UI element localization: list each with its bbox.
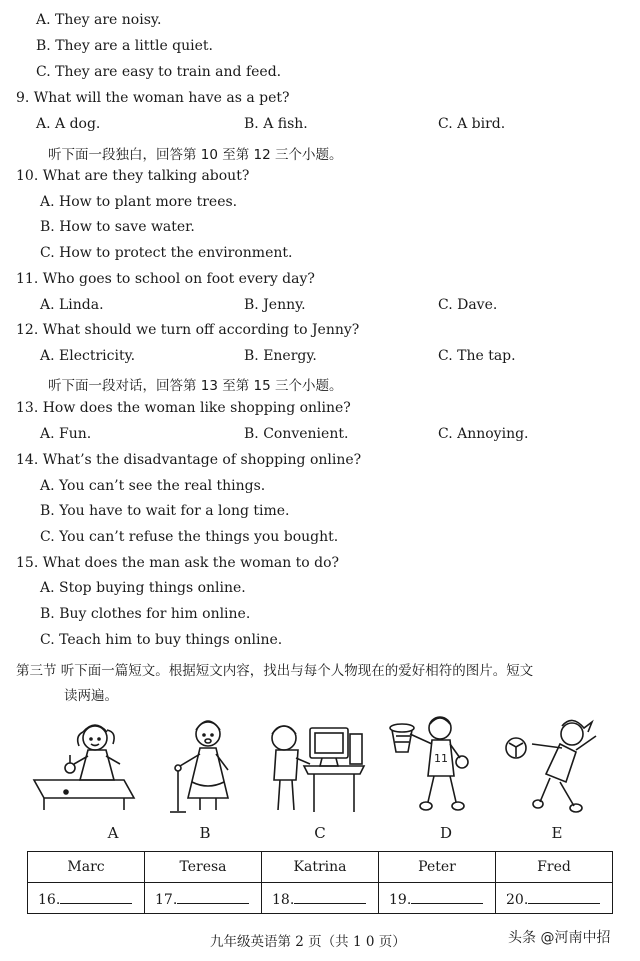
q15-option-c: C. Teach him to buy things online.	[40, 632, 283, 648]
picture-a-girl-gardening	[30, 708, 140, 818]
q15-option-a: A. Stop buying things online.	[40, 580, 246, 596]
picture-label-d: D	[439, 824, 453, 842]
picture-e-boy-soccer	[500, 708, 610, 818]
picture-label-c: C	[314, 824, 326, 842]
q11-option-c: C. Dave.	[438, 297, 498, 313]
section-3-heading: 第三节 听下面一篇短文。根据短文内容，找出与每个人物现在的爱好相符的图片。短文	[16, 663, 534, 679]
q10-question: 10. What are they talking about?	[16, 168, 250, 184]
q8-option-b: B. They are a little quiet.	[36, 38, 213, 54]
answer-cell-20[interactable]	[496, 883, 613, 914]
q10-option-c: C. How to protect the environment.	[40, 245, 293, 261]
answer-number-20: 20.	[506, 891, 529, 908]
picture-label-b: B	[199, 824, 211, 842]
answer-blank-17[interactable]	[177, 889, 249, 904]
q13-question: 13. How does the woman like shopping online?	[16, 400, 351, 416]
answer-table	[27, 851, 613, 914]
answer-cell-16[interactable]	[28, 883, 145, 914]
answer-number-18: 18.	[272, 891, 295, 908]
name-cell-katrina: Katrina	[262, 852, 379, 883]
q12-option-a: A. Electricity.	[40, 348, 136, 364]
answer-cell-18[interactable]	[262, 883, 379, 914]
picture-label-e: E	[551, 824, 563, 842]
q10-option-b: B. How to save water.	[40, 219, 195, 235]
q10-option-a: A. How to plant more trees.	[40, 194, 238, 210]
q9-option-b: B. A fish.	[244, 116, 308, 132]
answer-blank-20[interactable]	[528, 889, 600, 904]
name-cell-marc: Marc	[28, 852, 145, 883]
instruction-monologue: 听下面一段独白，回答第 10 至第 12 三个小题。	[48, 147, 343, 163]
table-row-names	[28, 852, 613, 883]
q15-option-b: B. Buy clothes for him online.	[40, 606, 251, 622]
q9-question: 9. What will the woman have as a pet?	[16, 90, 290, 106]
q9-option-a: A. A dog.	[36, 116, 101, 132]
table-row-answers	[28, 883, 613, 914]
q8-option-c: C. They are easy to train and feed.	[36, 64, 282, 80]
picture-b-girl-singing	[150, 708, 260, 818]
picture-c-boy-computer	[262, 708, 372, 818]
answer-blank-16[interactable]	[60, 889, 132, 904]
q9-option-c: C. A bird.	[438, 116, 506, 132]
section-3-heading-cont: 读两遍。	[64, 688, 118, 704]
answer-number-16: 16.	[38, 891, 61, 908]
answer-number-19: 19.	[389, 891, 412, 908]
answer-blank-18[interactable]	[294, 889, 366, 904]
answer-cell-17[interactable]	[145, 883, 262, 914]
q12-option-b: B. Energy.	[244, 348, 317, 364]
q12-question: 12. What should we turn off according to Jenny?	[16, 322, 360, 338]
q14-question: 14. What’s the disadvantage of shopping online?	[16, 452, 362, 468]
q15-question: 15. What does the man ask the woman to do?	[16, 555, 340, 571]
q12-option-c: C. The tap.	[438, 348, 516, 364]
q14-option-a: A. You can’t see the real things.	[40, 478, 266, 494]
picture-d-boy-basketball	[388, 708, 498, 818]
instruction-dialogue: 听下面一段对话，回答第 13 至第 15 三个小题。	[48, 378, 343, 394]
answer-number-17: 17.	[155, 891, 178, 908]
name-cell-teresa: Teresa	[145, 852, 262, 883]
q13-option-b: B. Convenient.	[244, 426, 349, 442]
q13-option-c: C. Annoying.	[438, 426, 529, 442]
q14-option-c: C. You can’t refuse the things you bought.	[40, 529, 339, 545]
q8-option-a: A. They are noisy.	[36, 12, 162, 28]
watermark: 头条 @河南中招	[508, 930, 611, 946]
svg-text:11: 11	[434, 752, 448, 765]
q13-option-a: A. Fun.	[40, 426, 92, 442]
q11-option-a: A. Linda.	[40, 297, 104, 313]
name-cell-fred: Fred	[496, 852, 613, 883]
picture-label-a: A	[107, 824, 119, 842]
q11-option-b: B. Jenny.	[244, 297, 306, 313]
q11-question: 11. Who goes to school on foot every day?	[16, 271, 315, 287]
q14-option-b: B. You have to wait for a long time.	[40, 503, 290, 519]
answer-blank-19[interactable]	[411, 889, 483, 904]
answer-cell-19[interactable]	[379, 883, 496, 914]
page-footer: 九年级英语第 2 页（共 1 0 页）	[210, 934, 406, 950]
name-cell-peter: Peter	[379, 852, 496, 883]
